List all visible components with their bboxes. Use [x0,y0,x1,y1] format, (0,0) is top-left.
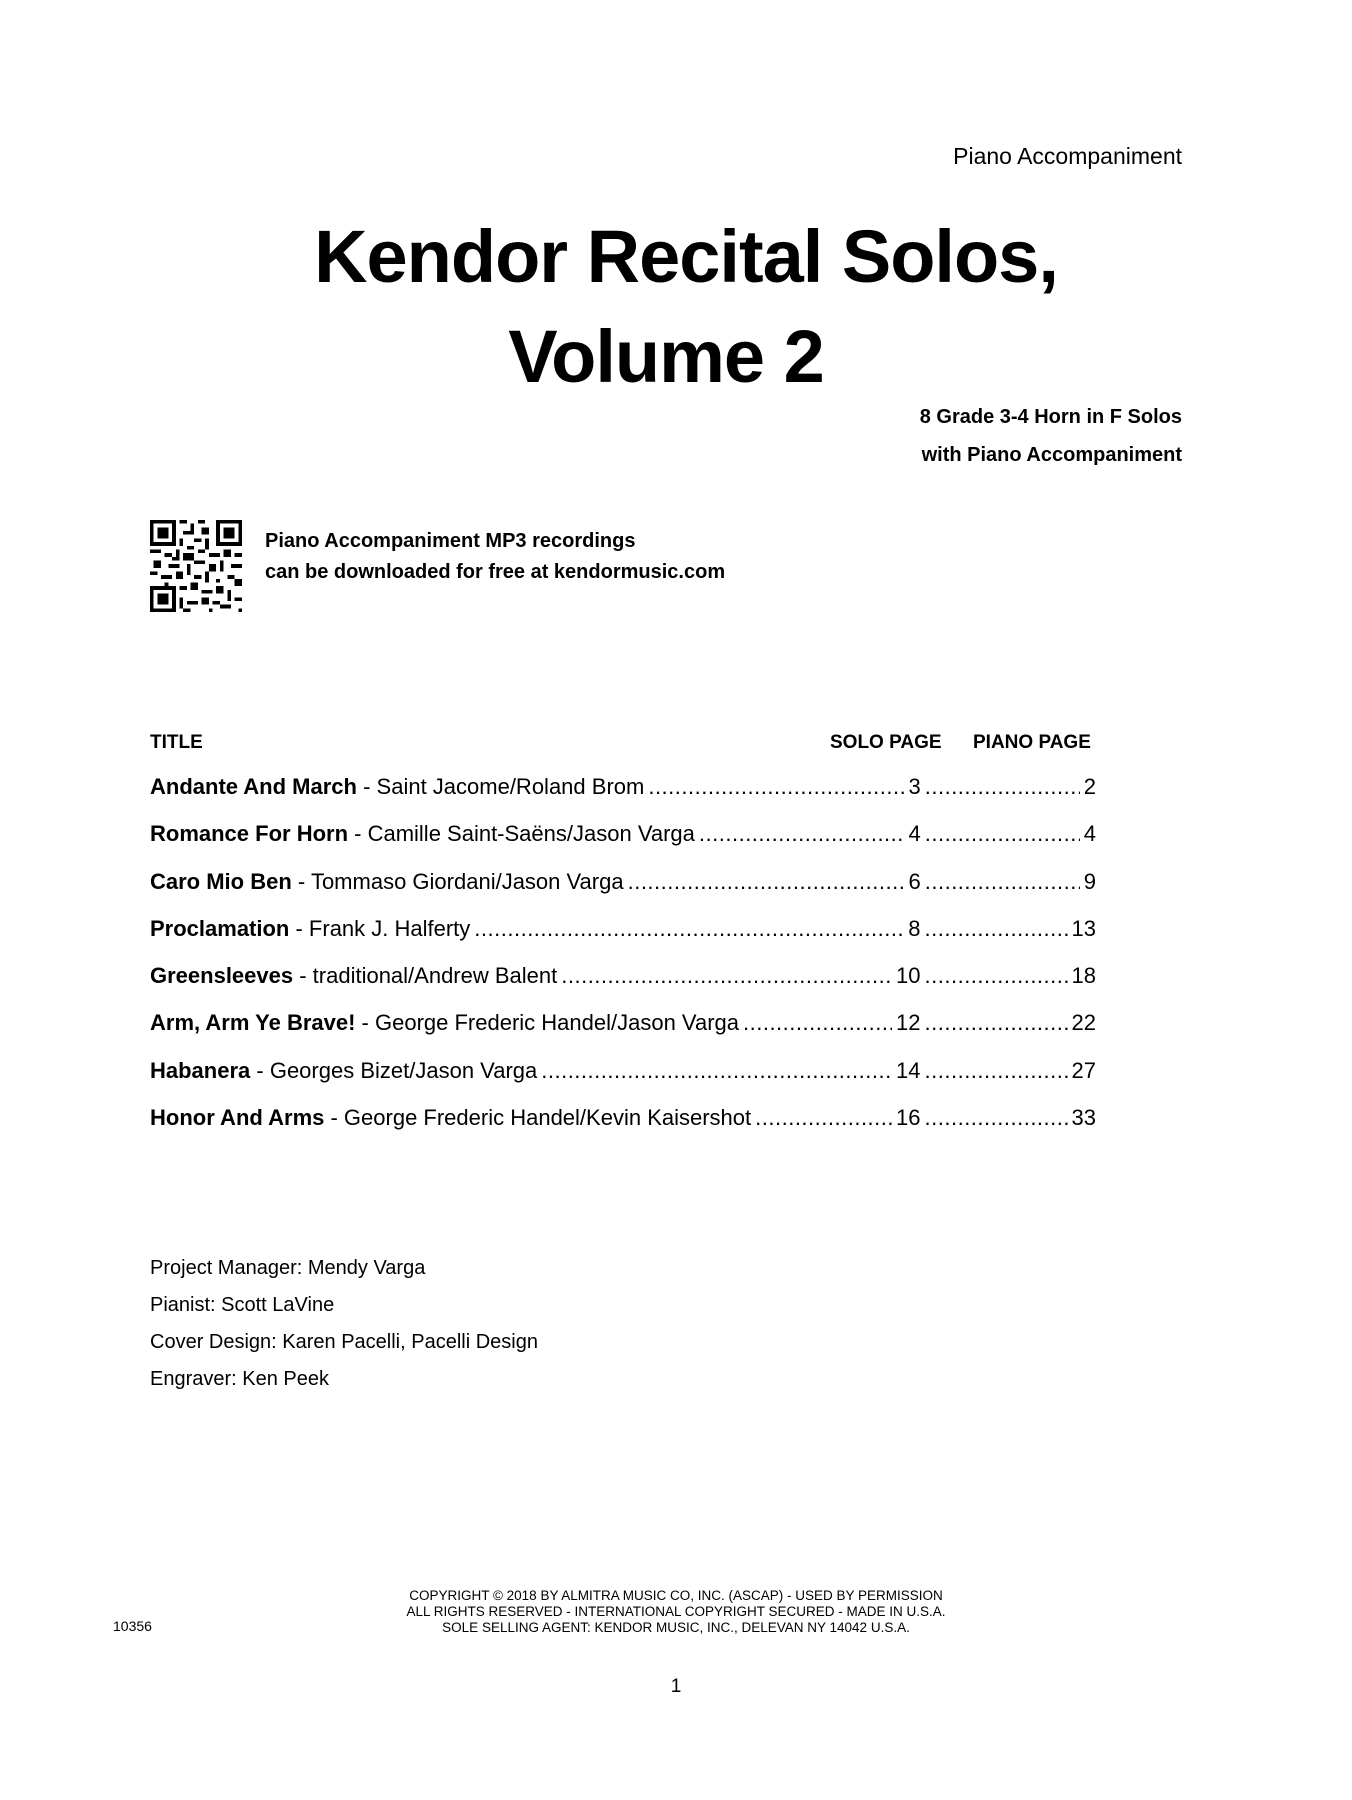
toc-piano-page: 18 [1071,963,1096,989]
toc-piece-title: Habanera [150,1057,251,1083]
toc-piano-page: 4 [1083,821,1096,847]
qr-code-icon [150,520,242,612]
table-of-contents [150,774,1096,1152]
toc-header-piano-page: PIANO PAGE [973,732,1091,753]
toc-piece-title: Arm, Arm Ye Brave! [150,1010,356,1036]
copyright-line-1: COPYRIGHT © 2018 BY ALMITRA MUSIC CO, INC. (ASCAP) - USED BY PERMISSION [409,1588,943,1603]
credit-cover-design: Cover Design: Karen Pacelli, Pacelli Design [150,1331,538,1353]
toc-row [150,774,1096,821]
toc-row [150,1058,1096,1105]
toc-piano-page: 22 [1071,1010,1096,1036]
toc-leader-dots [925,1058,1068,1084]
toc-piece-credit: - Camille Saint-Saëns/Jason Varga [348,821,695,847]
toc-leader-dots [541,1058,892,1084]
toc-leader-dots [743,1010,892,1036]
toc-solo-page: 3 [908,774,921,799]
toc-leader-dots [474,916,904,942]
toc-row [150,869,1096,916]
credit-project-manager: Project Manager: Mendy Varga [150,1257,426,1279]
toc-solo-page: 10 [896,963,921,989]
toc-row [150,1105,1096,1152]
copyright-line-3: SOLE SELLING AGENT: KENDOR MUSIC, INC., DELEVAN NY 14042 U.S.A. [442,1620,910,1635]
toc-solo-page: 6 [908,868,921,894]
toc-leader-dots [925,774,1080,800]
toc-leader-dots [561,963,892,989]
toc-piece-title: Honor And Arms [150,1105,325,1131]
mp3-download-note [265,526,725,588]
catalog-number: 10356 [113,1618,152,1634]
mp3-note-line-1: Piano Accompaniment MP3 recordings [265,530,636,552]
toc-leader-dots [925,1010,1068,1036]
mp3-note-line-2: can be downloaded for free at kendormusic.com [265,561,726,583]
toc-piece-credit: - George Frederic Handel/Kevin Kaisershot [324,1105,752,1131]
toc-solo-page: 8 [908,915,921,941]
page-title-line-1: Kendor Recital Solos, [314,215,1058,298]
toc-row [150,916,1096,963]
credit-engraver: Engraver: Ken Peek [150,1368,329,1390]
toc-leader-dots [648,774,904,800]
toc-leader-dots [925,963,1068,989]
production-credits [150,1250,538,1398]
toc-piece-credit: - Frank J. Halferty [289,915,471,941]
credit-pianist: Pianist: Scott LaVine [150,1294,335,1316]
toc-solo-page: 4 [908,821,921,847]
toc-leader-dots [699,821,905,847]
header-label: Piano Accompaniment [953,143,1182,169]
toc-leader-dots [925,916,1068,942]
toc-piano-page: 2 [1083,774,1096,799]
toc-row [150,1010,1096,1057]
toc-piece-title: Greensleeves [150,963,294,989]
toc-piano-page: 27 [1071,1057,1096,1083]
toc-piece-title: Caro Mio Ben [150,868,292,894]
toc-header-title: TITLE [150,732,203,753]
page-title-line-2: Volume 2 [508,315,824,398]
toc-piano-page: 9 [1083,868,1096,894]
toc-piece-title: Andante And March [150,774,357,799]
toc-solo-page: 14 [896,1057,921,1083]
toc-piece-title: Romance For Horn [150,821,349,847]
toc-piano-page: 13 [1071,915,1096,941]
page-number: 1 [670,1676,682,1697]
toc-piece-credit: - Georges Bizet/Jason Varga [250,1057,538,1083]
toc-piece-credit: - George Frederic Handel/Jason Varga [355,1010,739,1036]
copyright-notice [0,1588,1352,1636]
toc-leader-dots [925,821,1080,847]
toc-row [150,963,1096,1010]
toc-piece-credit: - Saint Jacome/Roland Brom [356,774,645,799]
toc-leader-dots [628,869,905,895]
toc-leader-dots [925,869,1080,895]
toc-row [150,821,1096,868]
toc-header-solo-page: SOLO PAGE [830,732,942,753]
toc-leader-dots [755,1105,892,1131]
copyright-line-2: ALL RIGHTS RESERVED - INTERNATIONAL COPYRIGHT SECURED - MADE IN U.S.A. [406,1604,946,1619]
subtitle-line-2: with Piano Accompaniment [921,444,1182,466]
toc-piece-credit: - Tommaso Giordani/Jason Varga [291,868,624,894]
toc-piece-title: Proclamation [150,915,290,941]
toc-leader-dots [925,1105,1068,1131]
subtitle-line-1: 8 Grade 3-4 Horn in F Solos [919,406,1182,428]
toc-piano-page: 33 [1071,1105,1096,1131]
toc-piece-credit: - traditional/Andrew Balent [293,963,558,989]
toc-solo-page: 16 [896,1105,921,1131]
toc-solo-page: 12 [896,1010,921,1036]
